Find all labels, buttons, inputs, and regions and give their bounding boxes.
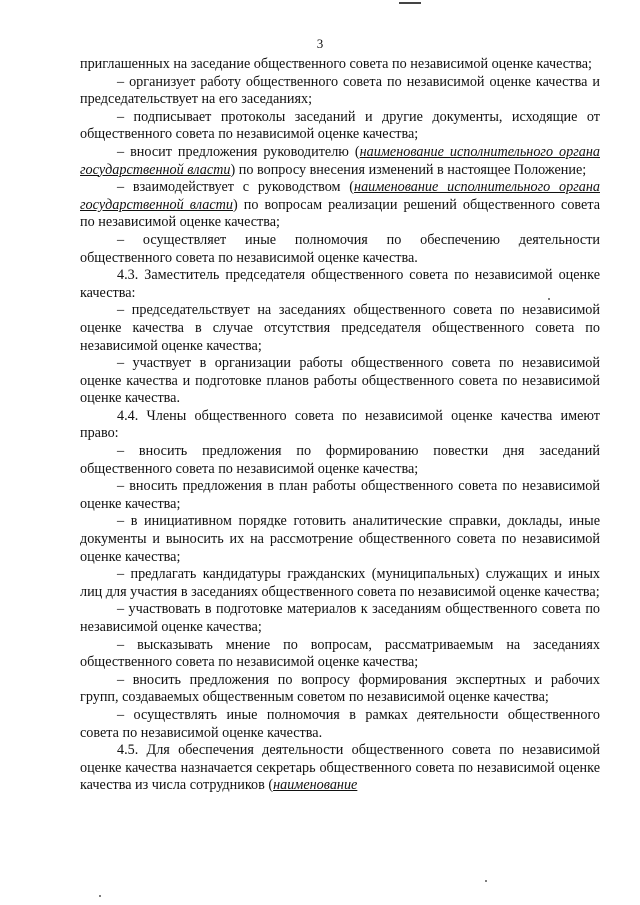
text-run: – осуществляет иные полномочия по обеспечению деятельности общественного совета по независимой оценке качества. (80, 231, 600, 266)
list-item (80, 513, 600, 566)
text-run: – взаимодействует с руководством ( (117, 179, 355, 196)
list-item (80, 144, 600, 179)
list-item (80, 109, 600, 144)
section-paragraph (80, 267, 600, 302)
text-run: – вносить предложения по вопросу формирования экспертных и рабочих групп, создаваемых общественным советом по независимой оценке качества; (80, 671, 600, 706)
text-run: – участвует в организации работы общественного совета по независимой оценке качества и подготовке планов работы общественного совета по независимой оценке качества. (80, 355, 600, 407)
document-body (80, 56, 600, 795)
placeholder-text: наименование (273, 777, 358, 794)
text-run: ) по вопросам реализации решений общественного совета по независимой оценке качества; (80, 196, 600, 231)
text-run: – в инициативном порядке готовить аналитические справки, доклады, иные документы и выносить их на рассмотрение общественного совета по независимой оценке качества; (80, 513, 600, 565)
list-item (80, 601, 600, 636)
text-run: – вносить предложения по формированию повестки дня заседаний общественного совета по независимой оценке качества; (80, 443, 600, 477)
scan-speck (548, 298, 550, 300)
paragraph-continuation (80, 56, 600, 74)
list-item (80, 355, 600, 408)
list-item (80, 637, 600, 672)
list-item (80, 302, 600, 355)
text-run: – вносить предложения в план работы общественного совета по независимой оценке качества; (80, 478, 600, 512)
text-run: – подписывает протоколы заседаний и другие документы, исходящие от общественного совета по независимой оценке качества; (80, 108, 600, 143)
section-paragraph (80, 742, 600, 795)
scan-speck (485, 880, 487, 882)
text-run: ) по вопросу внесения изменений в настоящее Положение; (230, 161, 587, 178)
list-item (80, 707, 600, 742)
placeholder-text: наименование исполнительного органа государственной власти (80, 143, 600, 178)
list-item (80, 74, 600, 109)
text-run: приглашенных на заседание общественного совета по независимой оценке качества; (80, 56, 592, 72)
text-run: – участвовать в подготовке материалов к заседаниям общественного совета по независимой оценке качества; (80, 601, 600, 635)
section-paragraph (80, 408, 600, 443)
text-run: – вносит предложения руководителю ( (117, 143, 360, 160)
list-item (80, 232, 600, 267)
list-item (80, 672, 600, 707)
list-item (80, 179, 600, 232)
text-run: 4.3. Заместитель председателя общественного совета по независимой оценке качества: (80, 267, 600, 301)
text-run: – председательствует на заседаниях общественного совета по независимой оценке качества в случае отсутствия председателя общественного совета по независимой оценке качества; (80, 302, 600, 354)
text-run: 4.5. Для обеспечения деятельности общественного совета по независимой оценке качества назначается секретарь общественного совета по независимой оценке качества из числа сотрудников ( (80, 742, 600, 794)
scan-speck (99, 895, 101, 897)
page-number: 3 (316, 36, 324, 51)
list-item (80, 566, 600, 601)
placeholder-text: наименование исполнительного органа государственной власти (80, 179, 600, 213)
text-run: – высказывать мнение по вопросам, рассматриваемым на заседаниях общественного совета по независимой оценке качества; (80, 636, 600, 671)
list-item (80, 443, 600, 478)
text-run: – предлагать кандидатуры гражданских (муниципальных) служащих и иных лиц для участия в заседаниях общественного совета по независимой оценке качества; (80, 566, 600, 600)
list-item (80, 478, 600, 513)
text-run: – организует работу общественного совета по независимой оценке качества и председательствует на его заседаниях; (80, 73, 600, 108)
text-run: – осуществлять иные полномочия в рамках деятельности общественного совета по независимой оценке качества. (80, 706, 600, 741)
text-run: 4.4. Члены общественного совета по независимой оценке качества имеют право: (80, 407, 600, 442)
top-edge-mark (399, 2, 421, 4)
